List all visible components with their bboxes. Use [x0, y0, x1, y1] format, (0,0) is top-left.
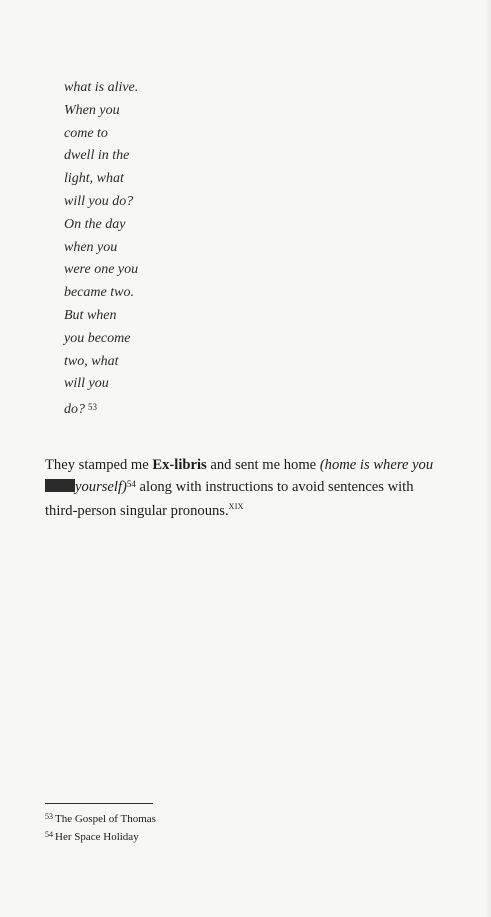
poem-line: what is alive.	[64, 80, 139, 95]
poem-line: But when	[64, 307, 117, 323]
poem-line-last	[64, 396, 138, 419]
footnote-item	[45, 809, 156, 827]
prose-italic: (home is where you	[319, 457, 434, 473]
poem-line: will you do?	[64, 193, 134, 209]
poem-line: come to	[64, 125, 108, 141]
poem-line: when you	[64, 239, 118, 255]
poem-line: When you	[64, 102, 120, 118]
redaction-bar	[45, 479, 75, 492]
poem-line: were one you	[64, 262, 139, 278]
footnote-ref-54[interactable]: 54	[126, 479, 136, 489]
footnotes-list	[45, 809, 156, 845]
prose-line-3	[45, 497, 455, 521]
ex-libris-bold: Ex-libris	[152, 457, 207, 473]
prose-line-2	[45, 475, 455, 497]
poem-line: dwell in the	[64, 148, 130, 164]
poem-line: you become	[64, 330, 131, 346]
footnote-number: 54	[45, 830, 53, 839]
prose-text: and sent me home	[206, 457, 320, 473]
prose-italic: yourself)	[75, 479, 127, 495]
footnote-ref-53[interactable]: 53	[88, 402, 97, 413]
footnote-divider	[45, 803, 153, 804]
poem-line: On the day	[64, 216, 126, 232]
footnote-text: The Gospel of Thomas	[55, 813, 156, 825]
prose-line-1	[45, 456, 455, 475]
poem-line: became two.	[64, 285, 134, 301]
page-edge	[485, 0, 491, 917]
footnote-text: Her Space Holiday	[55, 831, 139, 843]
poem-line: will you	[64, 376, 109, 392]
prose-paragraph	[45, 456, 455, 521]
poem-line: two, what	[64, 353, 119, 369]
footnote-number: 53	[45, 812, 53, 821]
prose-text: along with instructions to avoid sentences with	[135, 479, 414, 495]
poem-line: light, what	[64, 171, 124, 187]
poem-line-text: do?	[64, 402, 85, 418]
footnote-item	[45, 827, 156, 845]
prose-text: They stamped me	[45, 457, 153, 473]
endnote-ref-xix[interactable]: XIX	[228, 502, 244, 511]
prose-text: third-person singular pronouns.	[45, 503, 229, 519]
poem-block	[64, 77, 138, 419]
